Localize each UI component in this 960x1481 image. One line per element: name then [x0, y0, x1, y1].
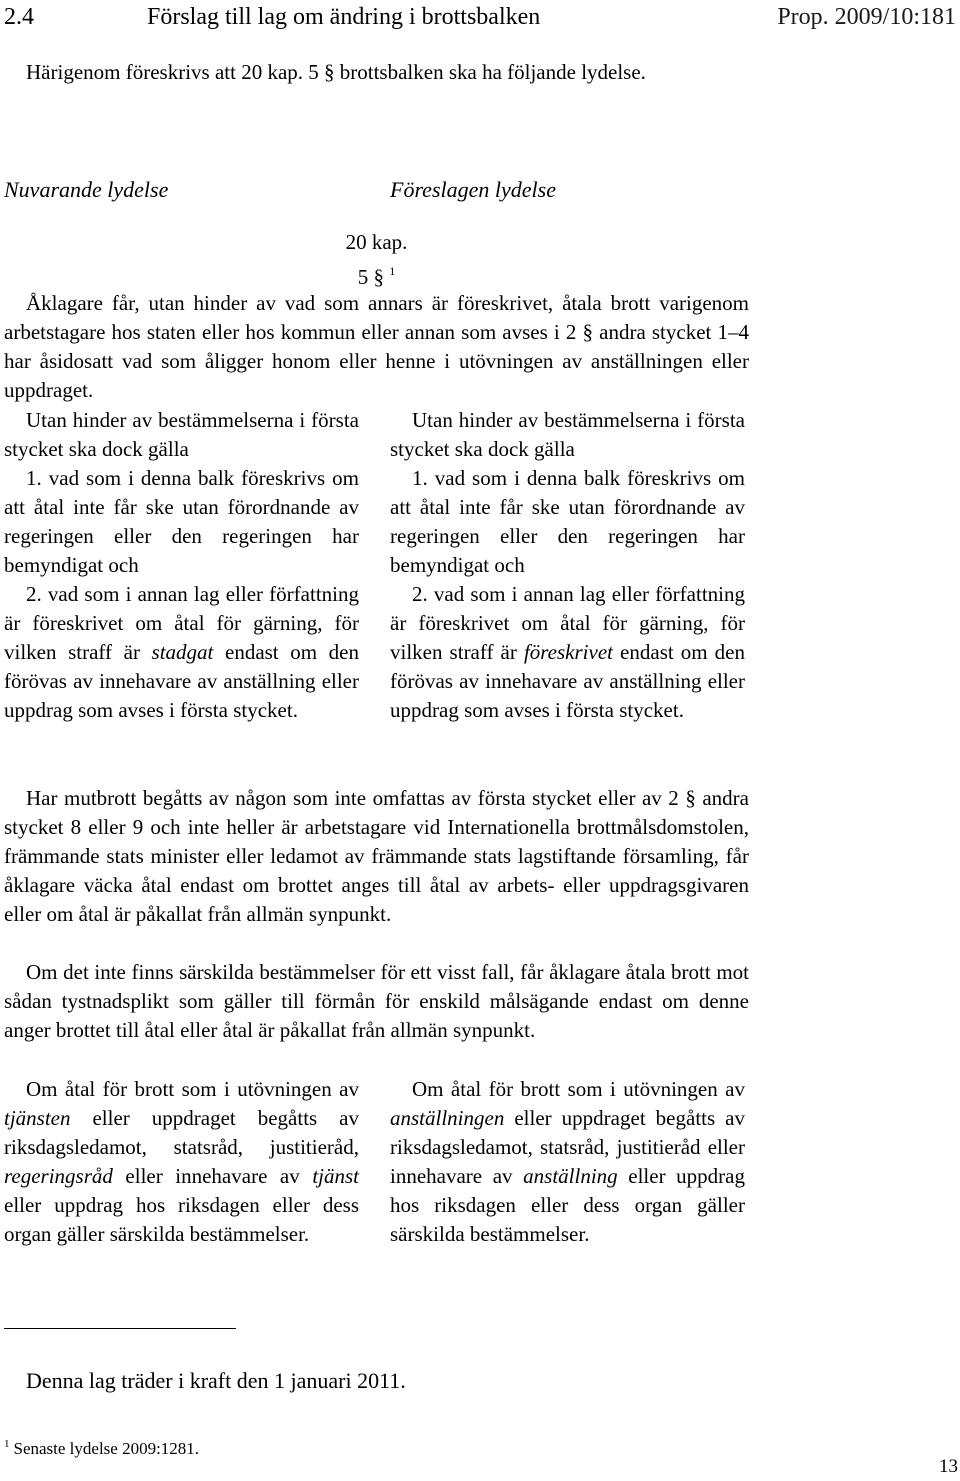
paragraph-label: 5 § — [357, 265, 384, 289]
proposed-em-anstallning: anställning — [523, 1164, 618, 1188]
footnote-number: 1 — [4, 1438, 10, 1450]
chapter-heading: 20 kap. — [345, 230, 408, 254]
current-em-tjansten: tjänsten — [4, 1106, 71, 1130]
current-lead: Utan hinder av bestämmelserna i första stycket ska dock gälla — [4, 408, 359, 461]
proposed-lead: Utan hinder av bestämmelserna i första stycket ska dock gälla — [390, 408, 745, 461]
footnote-text: Senaste lydelse 2009:1281. — [13, 1439, 200, 1458]
paragraph-2: Har mutbrott begåtts av någon som inte omfattas av första stycket eller av 2 § andra stycket 8 eller 9 och inte heller är arbetstagare vid Internationella brottmålsdomstolen, främmande stats minister eller ledamot av främmande stats lagstiftande församling, får åklagare väcka åtal endast om brottet anges till åtal av arbets- eller uppdragsgivaren eller om åtal är påkallat från allmän synpunkt. — [4, 786, 749, 926]
page-header — [4, 0, 956, 34]
current-em-regeringsrad: regeringsråd — [4, 1164, 113, 1188]
footnote-reference: 1 — [389, 264, 396, 278]
intro-text: Härigenom föreskrivs att 20 kap. 5 § brottsbalken ska ha följande lydelse. — [26, 60, 646, 84]
section-number: 2.4 — [4, 4, 34, 30]
proposition-reference: Prop. 2009/10:181 — [777, 4, 956, 30]
proposed-wording-heading: Föreslagen lydelse — [390, 177, 556, 202]
footnote-separator — [4, 1328, 236, 1329]
current-item-2-emphasis: stadgat — [151, 640, 214, 664]
proposed-paragraph-4: Om åtal för brott som i utövningen av anställningen eller uppdraget begåtts av riksdagsledamot, statsråd, justitieråd eller innehavare av anställning eller uppdrag hos riksdagen eller dess organ gäller särskilda bestämmelser. — [390, 1077, 746, 1246]
current-item-2: 2. vad som i annan lag eller författning är föreskrivet om åtal för gärning, för vilken straff är stadgat endast om den förövas av innehavare av anställning eller uppdrag som avses i första stycket. — [4, 582, 359, 722]
entry-into-force: Denna lag träder i kraft den 1 januari 2011. — [26, 1368, 406, 1393]
paragraph-3: Om det inte finns särskilda bestämmelser för ett visst fall, får åklagare åtala brott mot sådan tystnadsplikt som gäller till förmån för enskild målsägande endast om denne anger brottet till åtal eller åtal är påkallat från allmän synpunkt. — [4, 960, 749, 1042]
current-column-block — [4, 406, 359, 725]
footnote — [4, 1430, 199, 1463]
proposed-item-2: 2. vad som i annan lag eller författning är föreskrivet om åtal för gärning, för vilken straff är föreskrivet endast om den förövas av innehavare av anställning eller uppdrag som avses i första stycket. — [390, 582, 745, 722]
current-em-tjanst: tjänst — [312, 1164, 359, 1188]
proposed-item-1: 1. vad som i denna balk föreskrivs om att åtal inte får ske utan förordnande av regeringen eller den regeringen har bemyndigat och — [390, 466, 745, 577]
paragraph-1: Åklagare får, utan hinder av vad som annars är föreskrivet, åtala brott varigenom arbetstagare hos staten eller hos kommun eller annan som avses i 2 § andra stycket 1–4 har åsidosatt vad som åligger honom eller henne i utövningen av anställningen eller uppdraget. — [4, 291, 749, 402]
proposed-column-block — [390, 406, 745, 725]
section-title: Förslag till lag om ändring i brottsbalken — [147, 4, 541, 30]
current-paragraph-4: Om åtal för brott som i utövningen av tjänsten eller uppdraget begåtts av riksdagsledamot, statsråd, justitieråd, regeringsråd eller innehavare av tjänst eller uppdrag hos riksdagen eller dess organ gäller särskilda bestämmelser. — [4, 1077, 359, 1246]
proposed-item-2-emphasis: föreskrivet — [523, 640, 613, 664]
proposed-em-anstallningen: anställningen — [390, 1106, 505, 1130]
paragraph-heading — [4, 257, 749, 292]
current-item-1: 1. vad som i denna balk föreskrivs om att åtal inte får ske utan förordnande av regeringen eller den regeringen har bemyndigat och — [4, 466, 359, 577]
current-wording-heading: Nuvarande lydelse — [4, 177, 169, 202]
page-number: 13 — [939, 1456, 958, 1477]
